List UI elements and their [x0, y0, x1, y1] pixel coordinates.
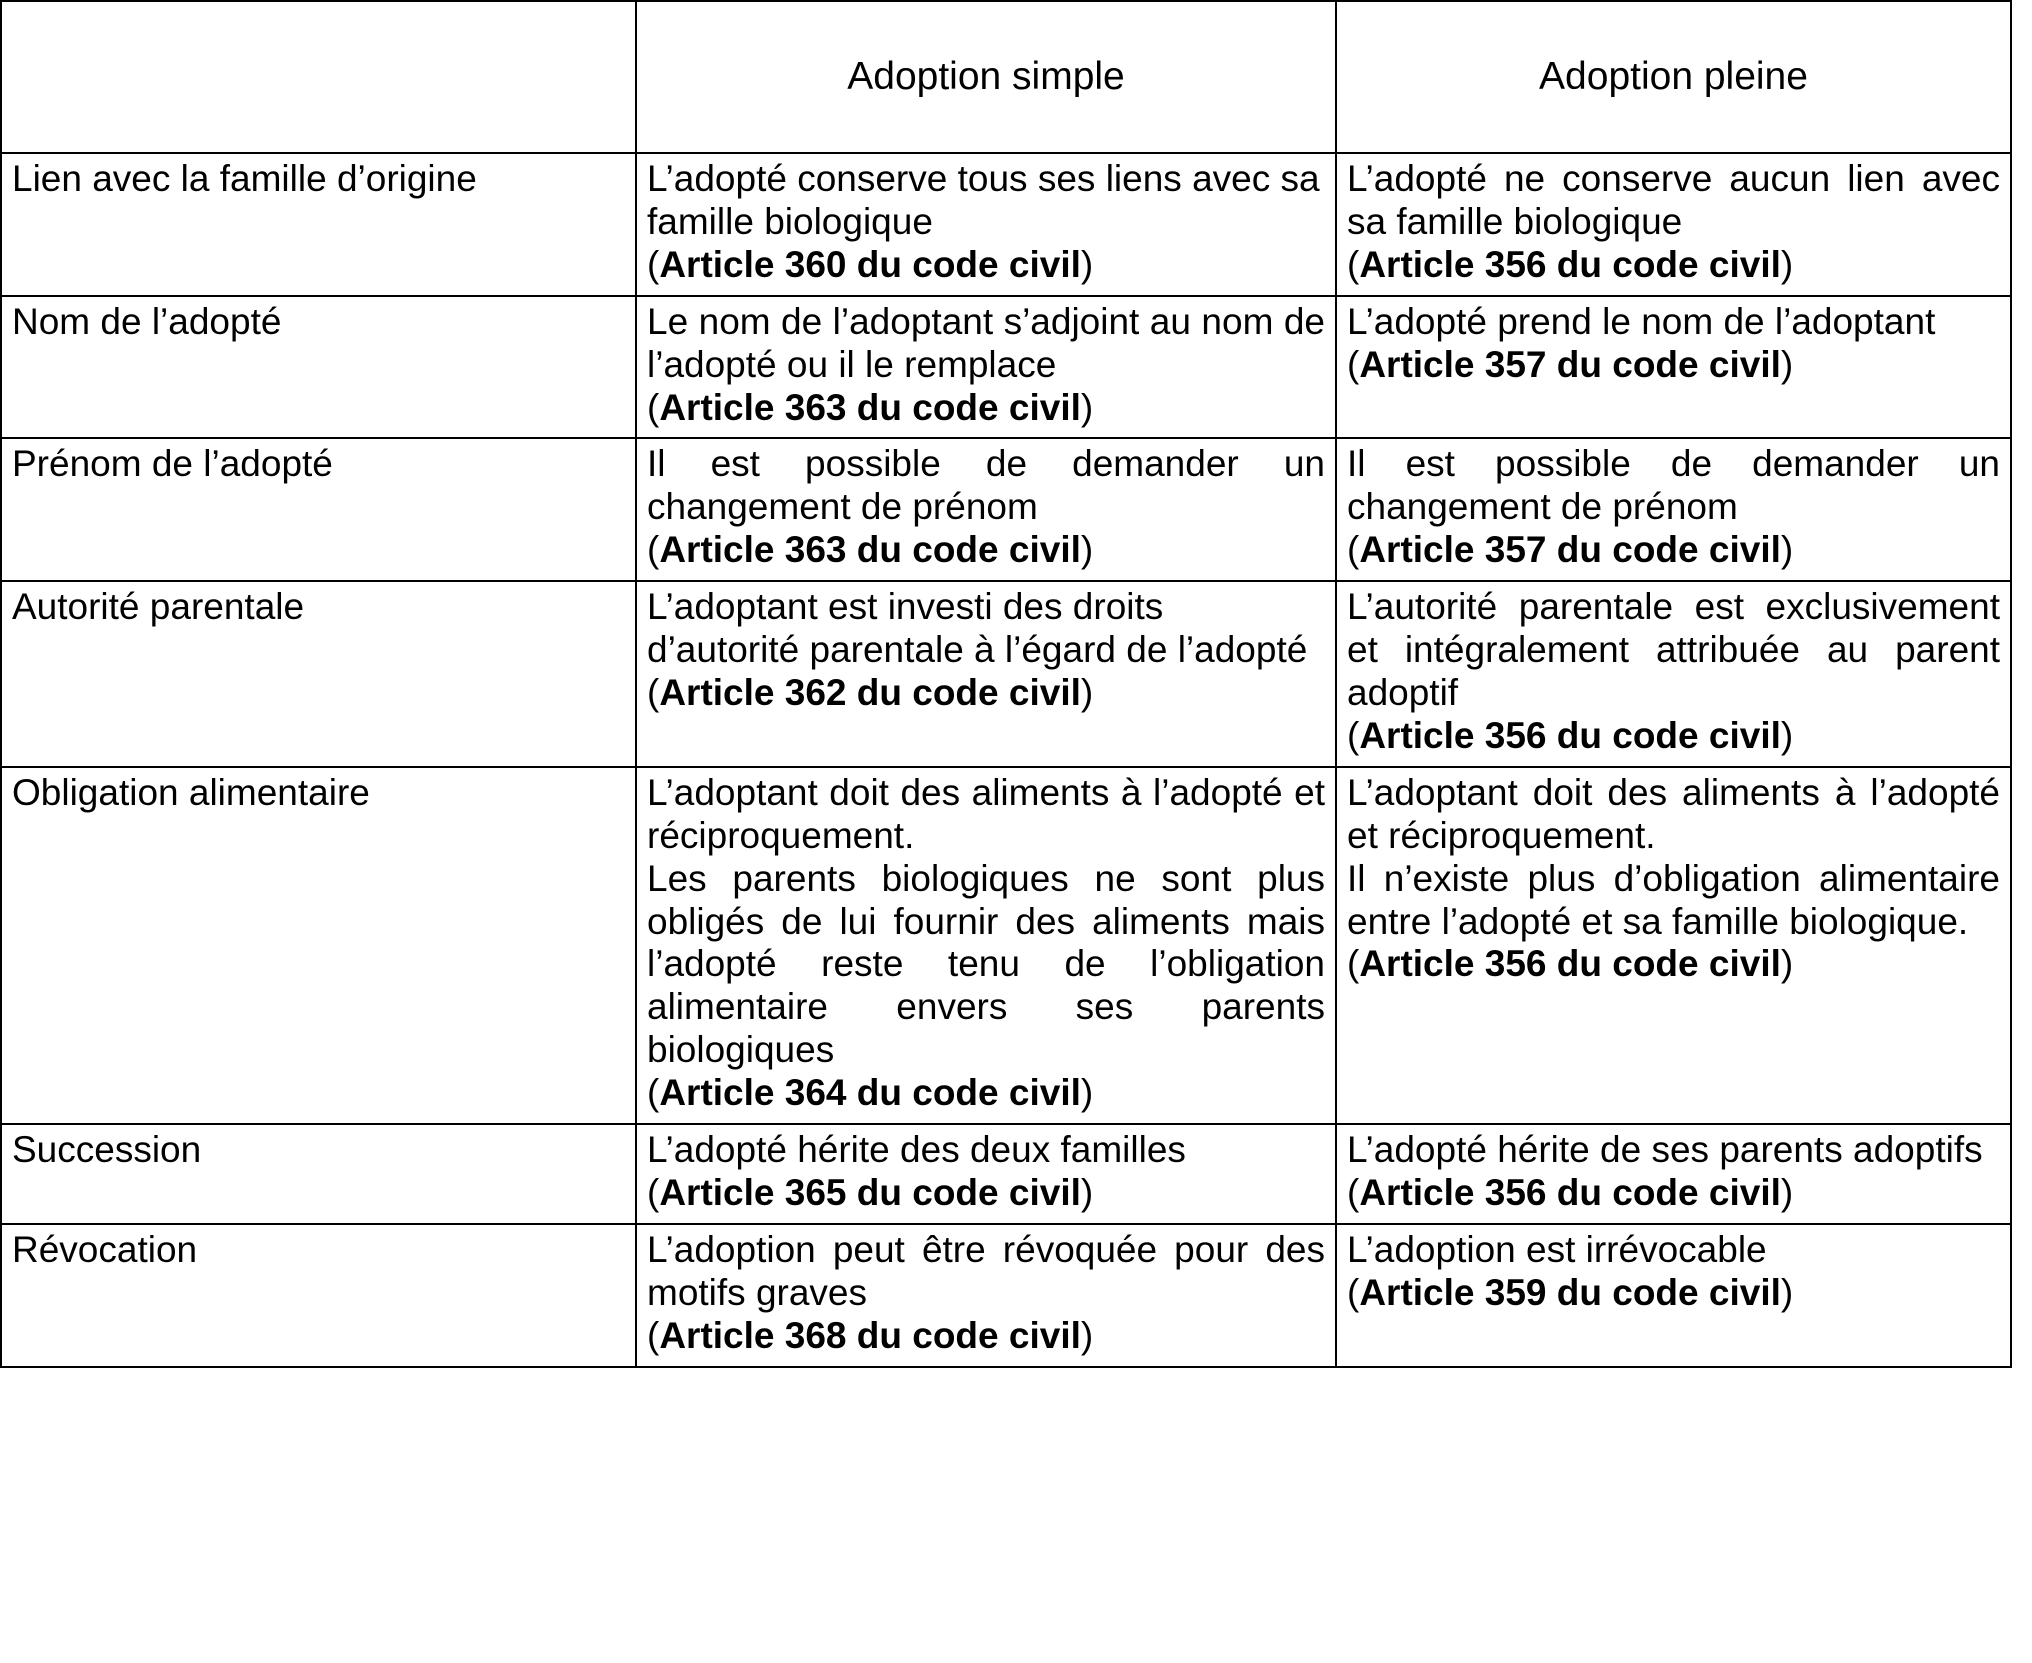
simple-article-label: Article 365 du code civil [659, 1171, 1081, 1213]
simple-article-reference [647, 1172, 1325, 1215]
pleine-article-reference [1347, 344, 2000, 387]
simple-text-secondary: Les parents biologiques ne sont plus obligés de lui fournir des aliments mais l’adopté reste tenu de l’obligation alimentaire envers ses parents biologiques [647, 857, 1325, 1071]
header-adoption-simple: Adoption simple [636, 1, 1336, 153]
simple-text: L’adoptant doit des aliments à l’adopté et réciproquement. [647, 771, 1325, 856]
paren-close: ) [1080, 243, 1094, 285]
simple-article-reference [647, 529, 1325, 572]
pleine-text: L’adopté prend le nom de l’adoptant [1347, 300, 1936, 342]
pleine-article-reference [1347, 943, 2000, 986]
paren-close: ) [1080, 1314, 1094, 1356]
paren-close: ) [1780, 529, 1794, 571]
paren-open: ( [1347, 1171, 1360, 1213]
paren-close: ) [1080, 1072, 1094, 1114]
simple-article-reference [647, 387, 1325, 430]
pleine-article-reference [1347, 1172, 2000, 1215]
pleine-article-label: Article 356 du code civil [1359, 943, 1781, 985]
row-label: Prénom de l’adopté [1, 438, 636, 581]
cell-adoption-simple [636, 767, 1336, 1124]
pleine-article-label: Article 357 du code civil [1359, 529, 1781, 571]
row-label: Nom de l’adopté [1, 296, 636, 439]
table-row [1, 1224, 2011, 1367]
pleine-article-reference [1347, 1272, 2000, 1315]
pleine-article-label: Article 357 du code civil [1359, 343, 1781, 385]
paren-open: ( [1347, 714, 1360, 756]
simple-article-reference [647, 244, 1325, 287]
paren-close: ) [1080, 1171, 1094, 1213]
simple-article-label: Article 368 du code civil [659, 1314, 1081, 1356]
cell-adoption-simple [636, 1124, 1336, 1224]
table-header-row [1, 1, 2011, 153]
simple-text: L’adoptant est investi des droits d’autorité parentale à l’égard de l’adopté [647, 586, 1308, 671]
row-label: Révocation [1, 1224, 636, 1367]
cell-adoption-pleine [1336, 1224, 2011, 1367]
simple-article-reference [647, 1315, 1325, 1358]
paren-close: ) [1080, 671, 1094, 713]
simple-text: Le nom de l’adoptant s’adjoint au nom de l’adopté ou il le remplace [647, 300, 1325, 385]
paren-open: ( [647, 1314, 660, 1356]
header-blank-cell [1, 1, 636, 153]
row-label: Lien avec la famille d’origine [1, 153, 636, 296]
pleine-article-reference [1347, 529, 2000, 572]
table-row [1, 1124, 2011, 1224]
row-label: Succession [1, 1124, 636, 1224]
simple-text: L’adopté conserve tous ses liens avec sa famille biologique [647, 158, 1320, 242]
paren-close: ) [1080, 529, 1094, 571]
header-adoption-pleine: Adoption pleine [1336, 1, 2011, 153]
paren-open: ( [1347, 343, 1360, 385]
cell-adoption-pleine [1336, 153, 2011, 296]
cell-adoption-pleine [1336, 581, 2011, 767]
pleine-article-reference [1347, 244, 2000, 287]
pleine-text: L’autorité parentale est exclusivement et intégralement attribuée au parent adoptif [1347, 586, 2000, 713]
table-row [1, 296, 2011, 439]
pleine-article-label: Article 359 du code civil [1359, 1271, 1781, 1313]
cell-adoption-simple [636, 153, 1336, 296]
paren-close: ) [1780, 943, 1794, 985]
paren-open: ( [647, 1171, 660, 1213]
cell-adoption-pleine [1336, 767, 2011, 1124]
pleine-text-secondary: Il n’existe plus d’obligation alimentaire entre l’adopté et sa famille biologique. [1347, 857, 2000, 942]
simple-article-label: Article 360 du code civil [659, 243, 1081, 285]
simple-article-label: Article 362 du code civil [659, 671, 1081, 713]
paren-open: ( [1347, 529, 1360, 571]
simple-text: L’adopté hérite des deux familles [647, 1129, 1186, 1171]
cell-adoption-pleine [1336, 1124, 2011, 1224]
paren-open: ( [647, 671, 660, 713]
pleine-article-reference [1347, 715, 2000, 758]
row-label: Autorité parentale [1, 581, 636, 767]
simple-article-label: Article 363 du code civil [659, 529, 1081, 571]
cell-adoption-pleine [1336, 438, 2011, 581]
simple-article-reference [647, 672, 1325, 715]
cell-adoption-simple [636, 296, 1336, 439]
table-row [1, 438, 2011, 581]
paren-open: ( [1347, 1271, 1360, 1313]
paren-open: ( [647, 529, 660, 571]
paren-open: ( [647, 386, 660, 428]
paren-open: ( [647, 1072, 660, 1114]
paren-close: ) [1780, 1271, 1794, 1313]
paren-open: ( [647, 243, 660, 285]
paren-close: ) [1780, 1171, 1794, 1213]
cell-adoption-simple [636, 581, 1336, 767]
pleine-article-label: Article 356 du code civil [1359, 243, 1781, 285]
paren-close: ) [1780, 243, 1794, 285]
cell-adoption-simple [636, 1224, 1336, 1367]
pleine-text: L’adopté hérite de ses parents adoptifs [1347, 1129, 1983, 1171]
pleine-text: L’adoption est irrévocable [1347, 1228, 1767, 1270]
cell-adoption-pleine [1336, 296, 2011, 439]
simple-article-label: Article 363 du code civil [659, 386, 1081, 428]
cell-adoption-simple [636, 438, 1336, 581]
paren-close: ) [1780, 343, 1794, 385]
table-row [1, 767, 2011, 1124]
table-row [1, 153, 2011, 296]
row-label: Obligation alimentaire [1, 767, 636, 1124]
simple-text: L’adoption peut être révoquée pour des motifs graves [647, 1228, 1325, 1313]
simple-article-reference [647, 1072, 1325, 1115]
pleine-text: L’adopté ne conserve aucun lien avec sa famille biologique [1347, 158, 2000, 242]
pleine-text: L’adoptant doit des aliments à l’adopté et réciproquement. [1347, 771, 2000, 856]
table-row [1, 581, 2011, 767]
paren-close: ) [1080, 386, 1094, 428]
pleine-article-label: Article 356 du code civil [1359, 1171, 1781, 1213]
pleine-article-label: Article 356 du code civil [1359, 714, 1781, 756]
paren-open: ( [1347, 943, 1360, 985]
simple-article-label: Article 364 du code civil [659, 1072, 1081, 1114]
simple-text: Il est possible de demander un changement de prénom [647, 443, 1325, 528]
pleine-text: Il est possible de demander un changement de prénom [1347, 443, 2000, 528]
paren-open: ( [1347, 243, 1360, 285]
paren-close: ) [1780, 714, 1794, 756]
